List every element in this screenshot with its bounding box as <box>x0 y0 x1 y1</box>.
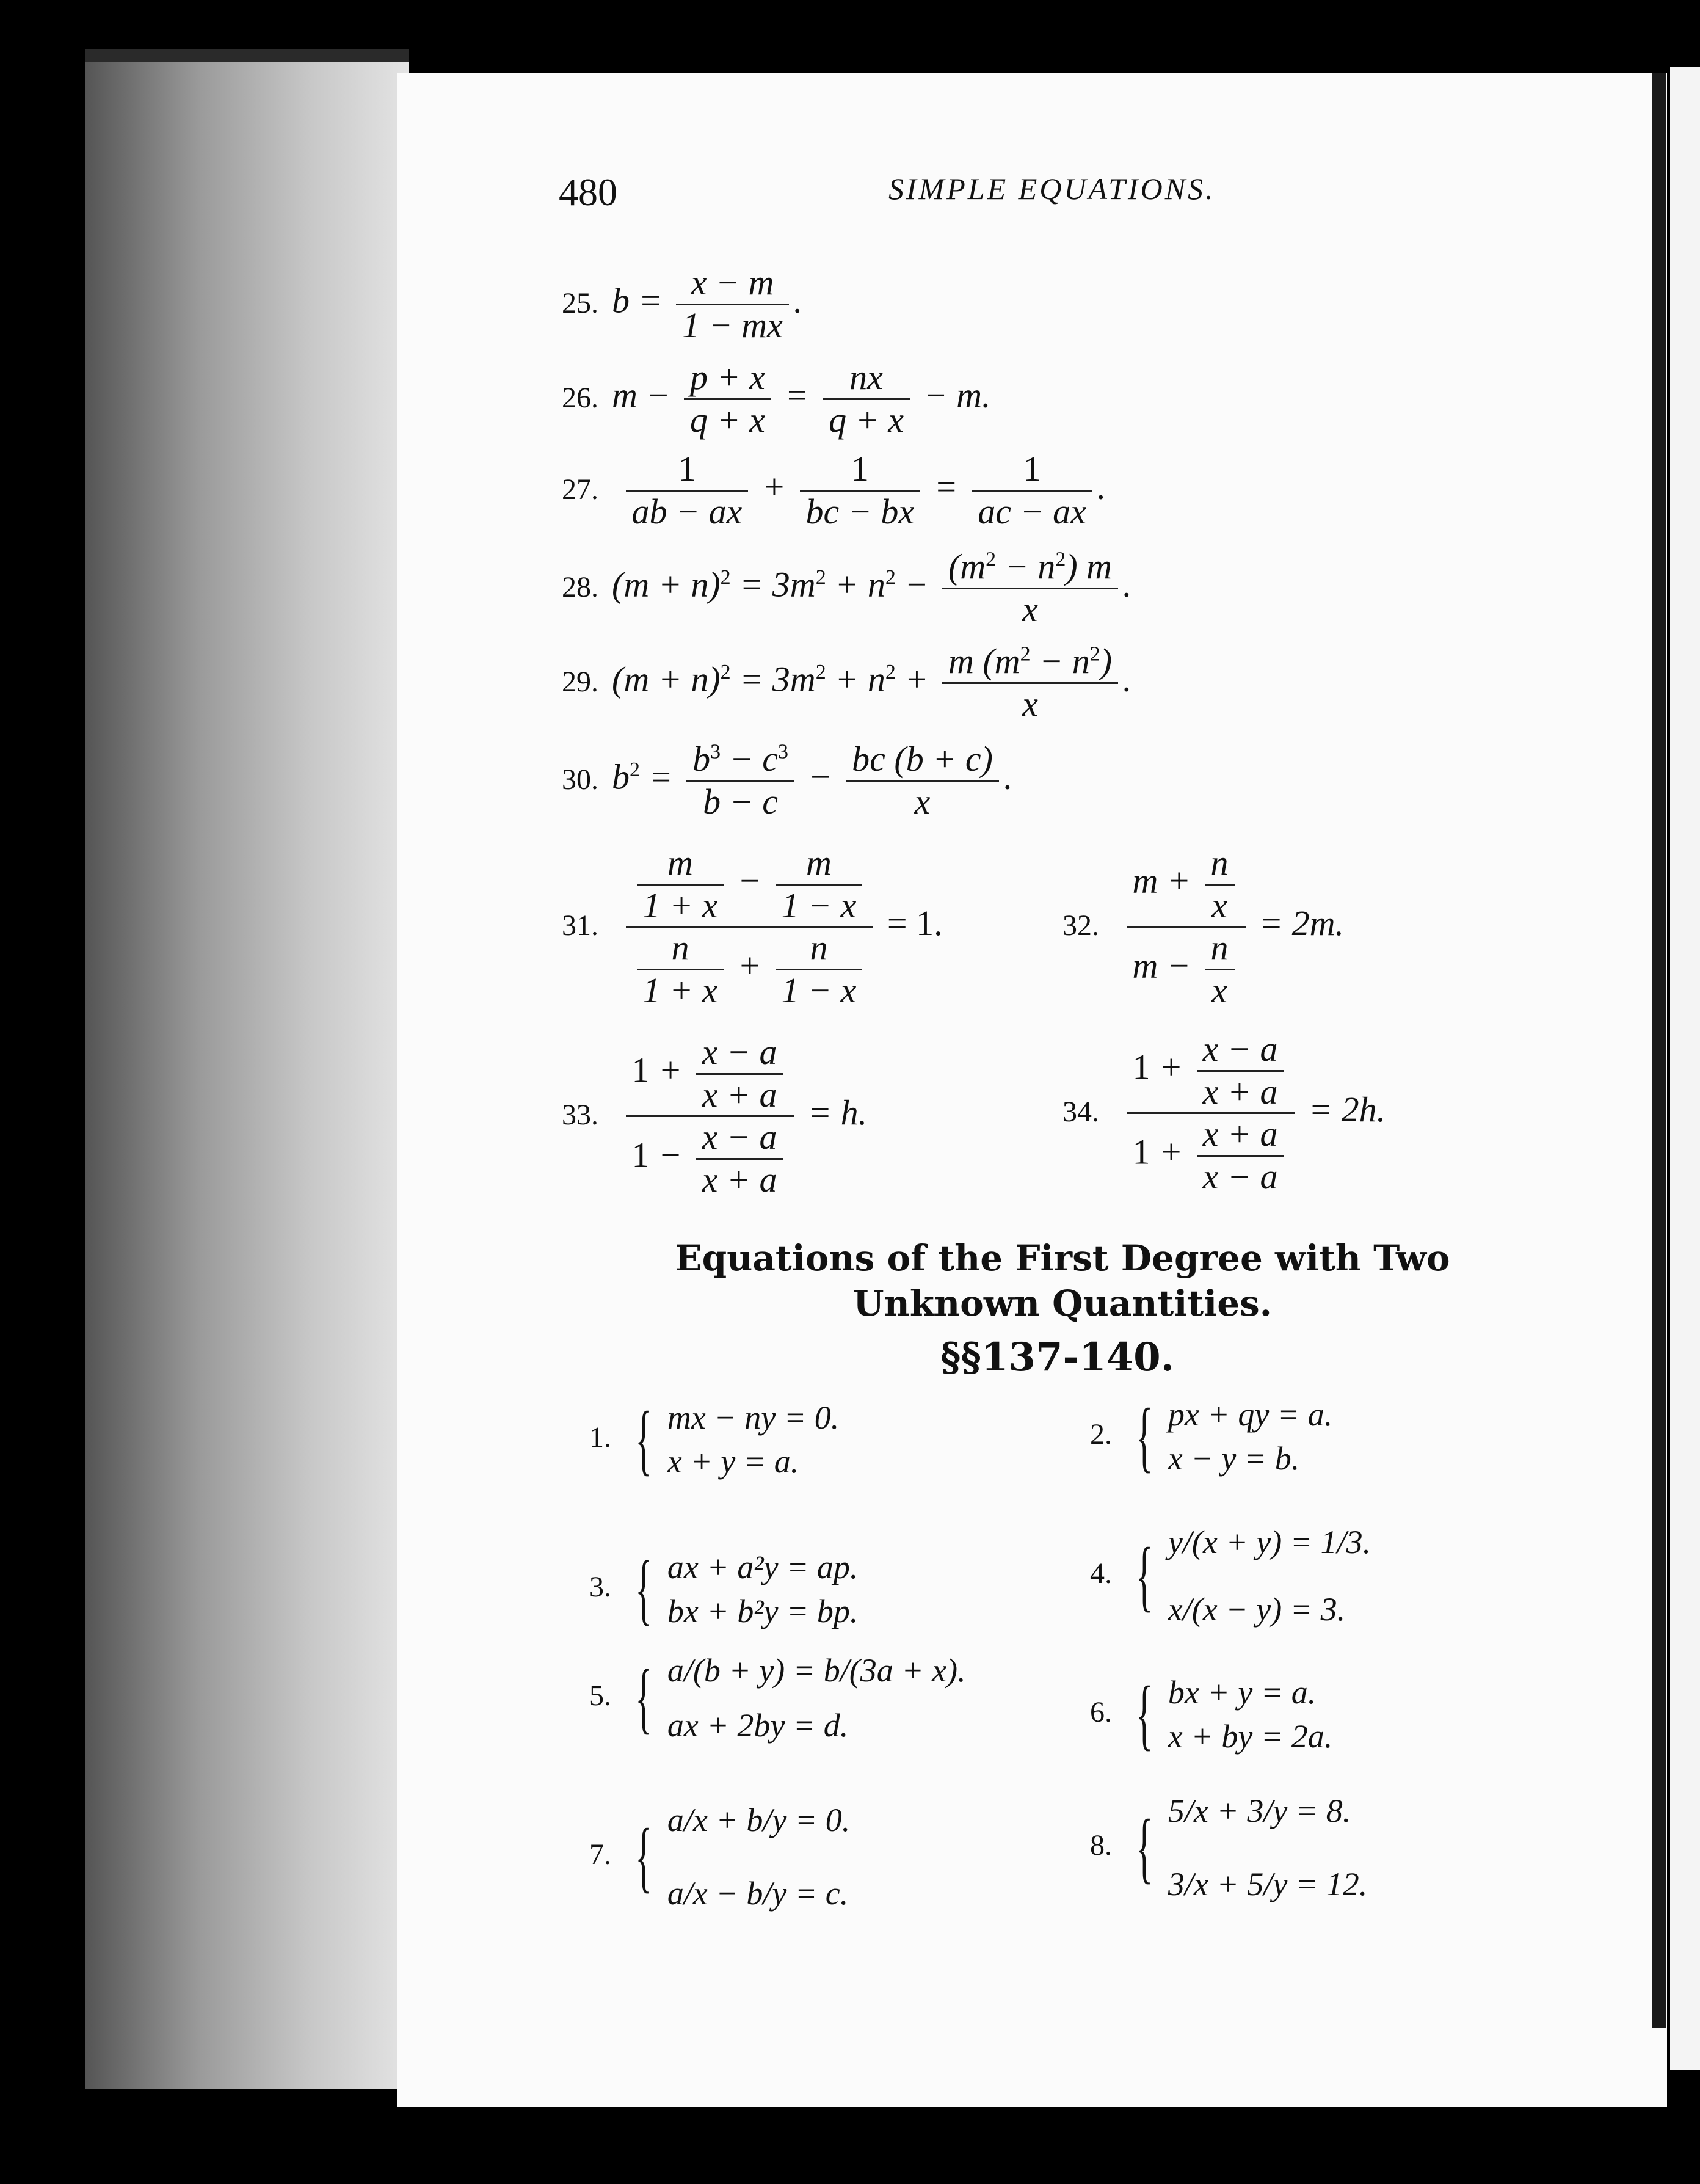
eq-text <box>0 0 1 1</box>
system-8: 8. { 5/x + 3/y = 8. 3/x + 5/y = 12. <box>1090 1793 1368 1902</box>
exercise-32: 32. m + $\frac{n}{x}$ m − $\frac{n}{x}$ = 2m. <box>1062 843 1345 1011</box>
exercise-number: 3. <box>589 1571 611 1604</box>
system-line: bx + b²y = bp. <box>667 1593 859 1629</box>
exercise-26: 26. m − $\frac{p + x}{q + x}$ = $\frac{nx}{q + x}$ − m. <box>562 357 991 440</box>
exercise-28: 28. $(m + n)^2 = 3m^2 + n^2$ − $\frac{(m^2 - n^2) m}{x}$ . <box>562 547 1132 629</box>
equation-text-layer <box>0 0 1 1</box>
system-4: 4. { y/(x + y) = 1/3. x/(x − y) = 3. <box>1090 1524 1371 1628</box>
exercise-number: 34. <box>1062 1096 1099 1129</box>
exercise-25: 25. b = $\frac{x - m}{1 - mx}$ . <box>562 263 803 345</box>
system-line: y/(x + y) = 1/3. <box>1168 1524 1371 1560</box>
system-line: x − y = b. <box>1168 1440 1300 1477</box>
system-line: a/x + b/y = 0. <box>667 1802 851 1838</box>
system-1: 1. { mx − ny = 0. x + y = a. <box>589 1396 840 1483</box>
exercise-27: 27. $\frac{1}{ab - ax}$ + $\frac{1}{bc - bx}$ = $\frac{1}{ac - ax}$ . <box>562 449 1106 531</box>
system-line: ax + 2by = d. <box>667 1707 849 1744</box>
running-title: SIMPLE EQUATIONS. <box>888 172 1216 206</box>
exercise-number: 5. <box>589 1680 611 1713</box>
exercise-number: 7. <box>589 1838 611 1871</box>
exercise-number: 1. <box>589 1421 611 1454</box>
system-line: x/(x − y) = 3. <box>1168 1591 1346 1628</box>
exercise-number: 26. <box>562 381 598 414</box>
exercise-number: 31. <box>562 909 598 942</box>
system-line: px + qy = a. <box>1168 1396 1333 1433</box>
system-line: a/x − b/y = c. <box>667 1875 849 1912</box>
exercise-31: 31. $\frac{m}{1 + x}$ − $\frac{m}{1 - x}$ $\frac{n}{1 + x}$ + $\frac{n}{1 - x}$ = 1. <box>562 843 943 1011</box>
exercise-number: 29. <box>562 665 598 698</box>
exercise-number: 25. <box>562 286 598 319</box>
system-5: 5. { a/(b + y) = b/(3a + x). ax + 2by = d. <box>589 1652 966 1744</box>
exercise-number: 27. <box>562 473 598 506</box>
section-paragraphs: §§137-140. <box>940 1334 1174 1380</box>
section-heading-line-2: Unknown Quantities. <box>853 1283 1272 1324</box>
exercise-number: 4. <box>1090 1557 1112 1590</box>
system-line: mx − ny = 0. <box>667 1399 840 1436</box>
system-line: bx + y = a. <box>1168 1674 1317 1711</box>
system-line: ax + a²y = ap. <box>667 1549 859 1585</box>
system-line: x + by = 2a. <box>1168 1718 1333 1755</box>
exercise-number: 28. <box>562 570 598 603</box>
system-2: 2. { px + qy = a. x − y = b. <box>1090 1392 1333 1480</box>
system-7: 7. { a/x + b/y = 0. a/x − b/y = c. <box>589 1802 851 1912</box>
exercise-number: 33. <box>562 1099 598 1132</box>
system-6: 6. { bx + y = a. x + by = 2a. <box>1090 1670 1333 1758</box>
exercise-number: 6. <box>1090 1696 1112 1729</box>
gutter-shadow <box>1652 73 1666 2028</box>
exercise-number: 30. <box>562 763 598 796</box>
page-number: 480 <box>559 170 617 214</box>
system-line: x + y = a. <box>667 1443 799 1480</box>
system-line: a/(b + y) = b/(3a + x). <box>667 1652 966 1689</box>
section-heading-line-1: Equations of the First Degree with Two <box>675 1237 1450 1279</box>
system-line: 5/x + 3/y = 8. <box>1168 1793 1351 1829</box>
exercise-number: 8. <box>1090 1829 1112 1862</box>
exercise-number: 2. <box>1090 1418 1112 1451</box>
exercise-34: 34. 1 + $\frac{x - a}{x + a}$ 1 + $\frac{x + a}{x - a}$ = 2h. <box>1062 1029 1386 1197</box>
system-line: 3/x + 5/y = 12. <box>1168 1866 1368 1902</box>
facing-page-edge <box>1670 67 1700 2070</box>
exercise-33: 33. 1 + $\frac{x - a}{x + a}$ 1 − $\frac{x - a}{x + a}$ = h. <box>562 1032 868 1200</box>
page-edges <box>85 49 409 2089</box>
exercise-30: 30. $b^2$ = $\frac{b^3 - c^3}{b - c}$ − $\frac{bc (b + c)}{x}$ . <box>562 739 1013 821</box>
exercise-29: 29. $(m + n)^2 = 3m^2 + n^2$ + $\frac{m (m^2 - n^2)}{x}$ . <box>562 641 1132 724</box>
system-3: 3. { ax + a²y = ap. bx + b²y = bp. <box>589 1545 859 1633</box>
exercise-number: 32. <box>1062 909 1099 942</box>
